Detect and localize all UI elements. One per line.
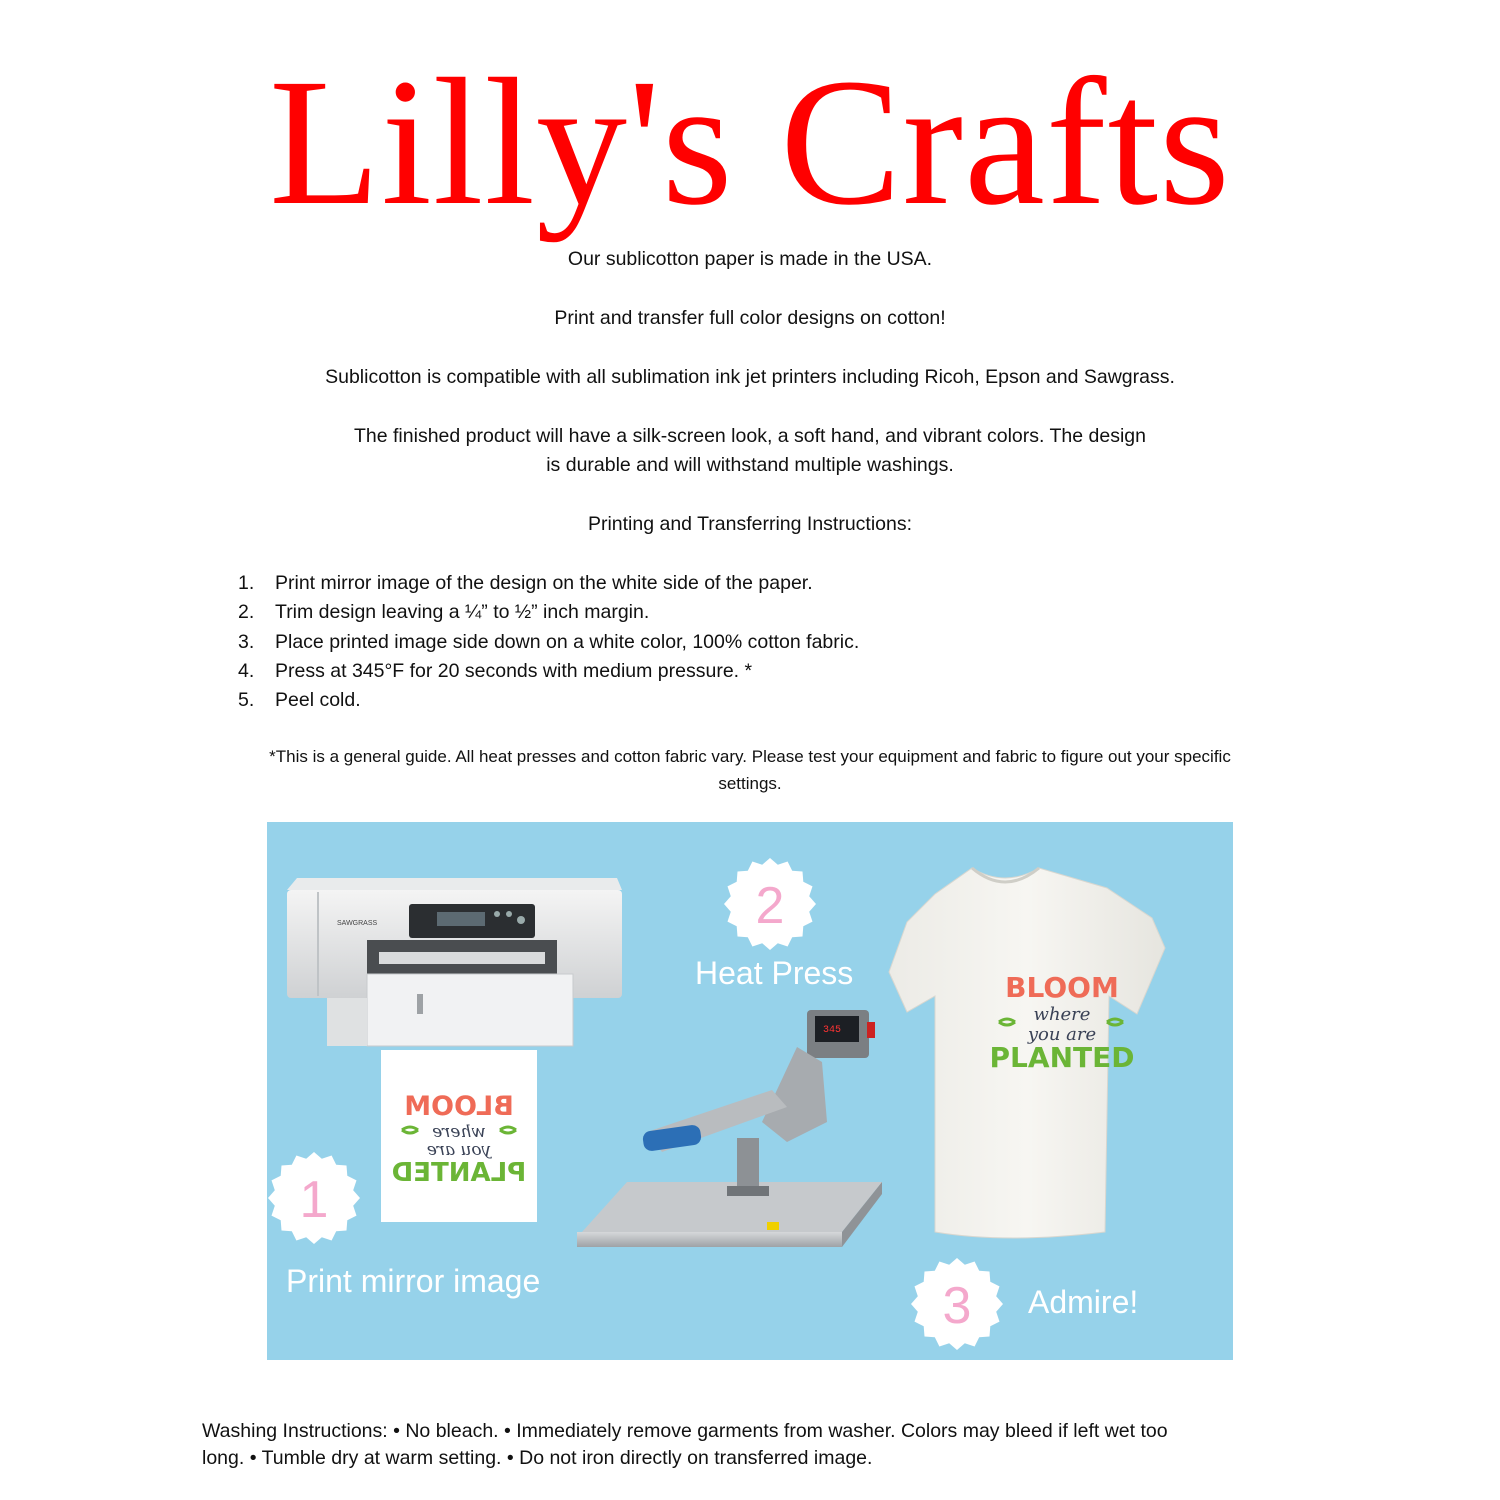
svg-text:345: 345 [823, 1025, 842, 1036]
step-text: Peel cold. [275, 689, 361, 712]
finished-line-1: The finished product will have a silk-screen look, a soft hand, and vibrant colors. The design [354, 425, 1146, 447]
process-illustration [267, 822, 1233, 1360]
step-number: 5. [238, 689, 255, 712]
washing-line-1: Washing Instructions: • No bleach. • Immediately remove garments from washer. Colors may bleed if left wet too [202, 1420, 1168, 1442]
step-3-label: Admire! [1028, 1284, 1139, 1320]
shirt-design-bottom-text: PLANTED [989, 1041, 1135, 1074]
design-middle-text: where [432, 1122, 486, 1142]
disclaimer [205, 743, 1295, 797]
list-item [238, 569, 859, 598]
design-top-text: BLOOM [404, 1091, 514, 1122]
list-item [238, 686, 859, 715]
list-item [238, 657, 859, 686]
step-1-number: 1 [299, 1171, 329, 1229]
step-number: 3. [238, 630, 255, 653]
intro-usa: Our sublicotton paper is made in the USA. [567, 248, 933, 270]
transfer-paper-icon [381, 1050, 537, 1222]
step-3-badge [911, 1258, 1003, 1350]
step-2-number: 2 [755, 877, 785, 935]
finished-line-2: is durable and will withstand multiple washings. [546, 454, 954, 476]
process-illustration-svg [267, 822, 1233, 1360]
design-middle-text-2: you are [426, 1140, 492, 1160]
instructions-heading: Printing and Transferring Instructions: [587, 513, 913, 535]
intro-compatible: Sublicotton is compatible with all sublimation ink jet printers including Ricoh, Epson and Sawgrass. [325, 366, 1175, 388]
step-text: Place printed image side down on a white color, 100% cotton fabric. [275, 630, 860, 653]
washing-instructions [202, 1418, 1262, 1472]
t-shirt-icon [889, 868, 1165, 1238]
heat-press-icon [577, 1010, 882, 1247]
intro-cotton: Print and transfer full color designs on cotton! [554, 307, 946, 329]
shirt-design-middle-text: where [1033, 1004, 1091, 1025]
step-number: 4. [238, 659, 255, 682]
step-number: 1. [238, 572, 255, 594]
step-1-label: Print mirror image [286, 1263, 541, 1299]
disclaimer-line-2: settings. [718, 774, 782, 793]
page-title: Lilly's Crafts [269, 42, 1231, 243]
step-text: Print mirror image of the design on the white side of the paper. [275, 572, 813, 594]
step-text: Trim design leaving a ¼” to ½” inch margin. [275, 601, 650, 624]
step-1-badge [268, 1152, 360, 1244]
step-3-number: 3 [942, 1277, 972, 1335]
step-text: Press at 345°F for 20 seconds with medium pressure. * [275, 659, 753, 682]
shirt-design-middle-text-2: you are [1027, 1024, 1097, 1045]
list-item [238, 628, 859, 657]
instruction-steps [238, 569, 859, 715]
printer-icon [287, 878, 622, 1046]
shirt-design-top-text: BLOOM [1005, 971, 1119, 1004]
design-bottom-text: PLANTED [391, 1158, 527, 1188]
list-item [238, 598, 859, 627]
washing-line-2: long. • Tumble dry at warm setting. • Do not iron directly on transferred image. [202, 1447, 873, 1469]
disclaimer-line-1: *This is a general guide. All heat presses and cotton fabric vary. Please test your equipment and fabric to figure out your specific [269, 747, 1231, 766]
step-2-badge [724, 858, 816, 950]
step-number: 2. [238, 601, 255, 624]
step-2-label: Heat Press [695, 955, 854, 991]
printer-brand: SAWGRASS [337, 920, 378, 927]
